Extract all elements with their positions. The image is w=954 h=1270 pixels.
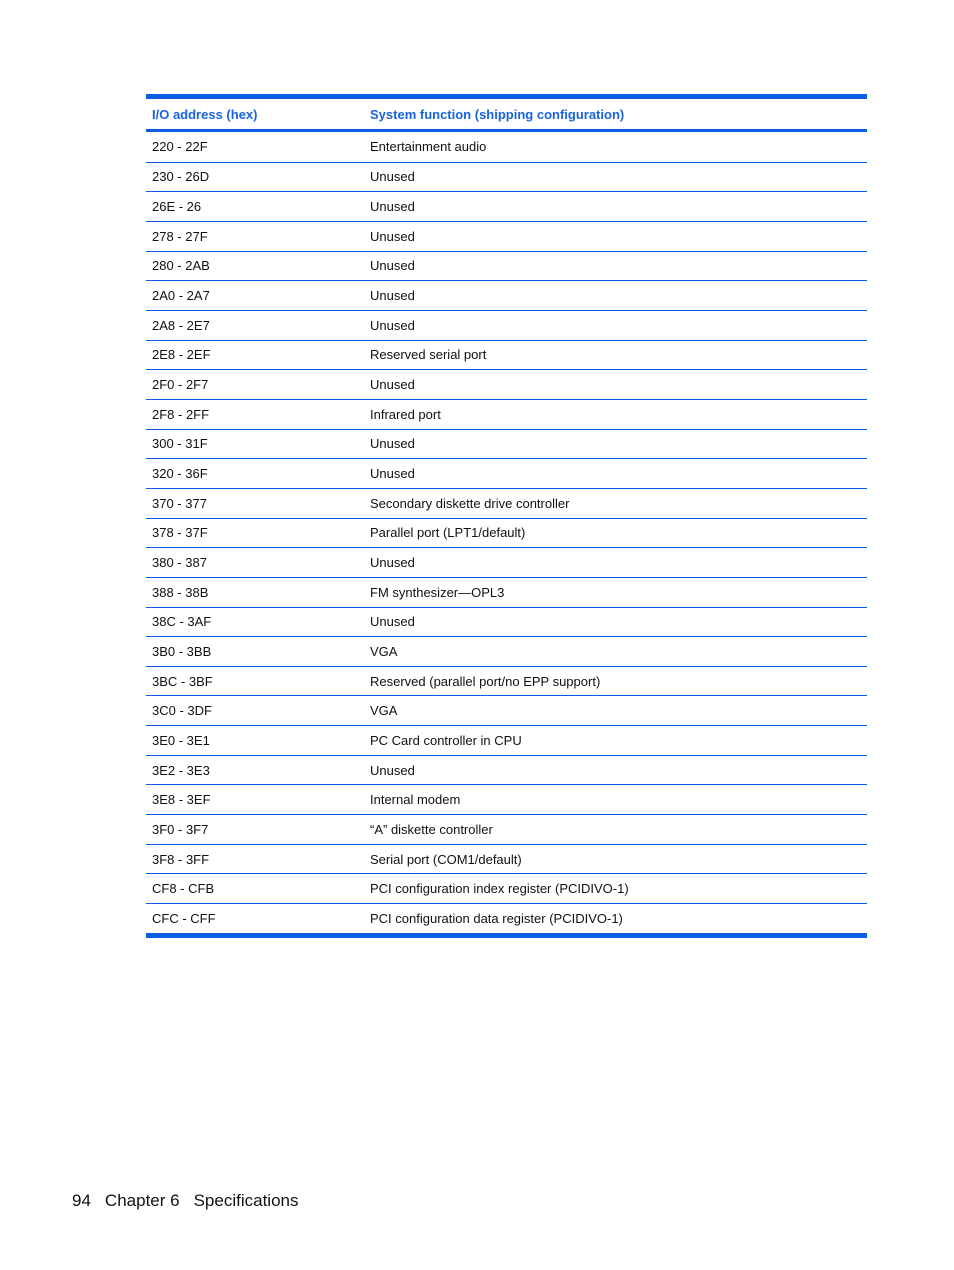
- cell-system-function: Unused: [370, 169, 415, 185]
- cell-system-function: Reserved serial port: [370, 347, 487, 363]
- table-row: [146, 666, 867, 696]
- cell-io-address: 38C - 3AF: [152, 614, 212, 630]
- table-row: [146, 132, 867, 162]
- cell-system-function: PCI configuration index register (PCIDIVO-1): [370, 881, 629, 897]
- table-row: [146, 903, 867, 933]
- table-row: [146, 755, 867, 785]
- table-row: [146, 636, 867, 666]
- table-row: [146, 873, 867, 903]
- cell-system-function: Unused: [370, 466, 415, 482]
- cell-io-address: 3F8 - 3FF: [152, 851, 210, 867]
- table-row: [146, 607, 867, 637]
- table-row: [146, 162, 867, 192]
- header-system-function: System function (shipping configuration): [370, 106, 625, 122]
- cell-io-address: 2A0 - 2A7: [152, 288, 210, 304]
- cell-system-function: Unused: [370, 199, 415, 215]
- cell-system-function: “A” diskette controller: [370, 821, 493, 837]
- cell-system-function: Unused: [370, 436, 415, 452]
- cell-io-address: 3E2 - 3E3: [152, 762, 210, 778]
- cell-system-function: PC Card controller in CPU: [370, 732, 522, 748]
- chapter-title: Specifications: [193, 1191, 299, 1210]
- chapter-label: Chapter 6: [104, 1191, 180, 1210]
- cell-io-address: 380 - 387: [152, 555, 207, 571]
- header-io-address: I/O address (hex): [152, 106, 258, 122]
- table-row: [146, 784, 867, 814]
- cell-io-address: 300 - 31F: [152, 436, 208, 452]
- cell-io-address: 3E0 - 3E1: [152, 732, 210, 748]
- table-row: [146, 280, 867, 310]
- cell-io-address: 3BC - 3BF: [152, 673, 213, 689]
- page-number: 94: [72, 1191, 91, 1210]
- table-header-row: [146, 99, 867, 132]
- table-row: [146, 340, 867, 370]
- table-row: [146, 251, 867, 281]
- cell-io-address: 230 - 26D: [152, 169, 210, 185]
- cell-io-address: 378 - 37F: [152, 525, 208, 541]
- cell-io-address: 3F0 - 3F7: [152, 821, 209, 837]
- table-row: [146, 429, 867, 459]
- cell-io-address: 388 - 38B: [152, 584, 209, 600]
- table-row: [146, 695, 867, 725]
- cell-system-function: Unused: [370, 317, 415, 333]
- table-row: [146, 458, 867, 488]
- table-row: [146, 191, 867, 221]
- cell-system-function: Unused: [370, 288, 415, 304]
- table-row: [146, 814, 867, 844]
- table-row: [146, 547, 867, 577]
- cell-io-address: 220 - 22F: [152, 139, 208, 155]
- cell-system-function: Unused: [370, 228, 415, 244]
- table-body: [146, 132, 867, 933]
- cell-system-function: Entertainment audio: [370, 139, 487, 155]
- cell-io-address: 3C0 - 3DF: [152, 703, 212, 719]
- cell-io-address: 2F8 - 2FF: [152, 406, 210, 422]
- table-row: [146, 844, 867, 874]
- cell-system-function: Secondary diskette drive controller: [370, 495, 570, 511]
- cell-io-address: CFC - CFF: [152, 910, 216, 926]
- cell-io-address: 26E - 26: [152, 199, 202, 215]
- cell-system-function: VGA: [370, 643, 398, 659]
- table-row: [146, 518, 867, 548]
- cell-system-function: Unused: [370, 555, 415, 571]
- table-row: [146, 488, 867, 518]
- cell-io-address: 280 - 2AB: [152, 258, 210, 274]
- table-row: [146, 577, 867, 607]
- page-footer: [72, 1191, 312, 1211]
- cell-io-address: 2E8 - 2EF: [152, 347, 211, 363]
- cell-system-function: FM synthesizer—OPL3: [370, 584, 505, 600]
- cell-system-function: Serial port (COM1/default): [370, 851, 522, 867]
- cell-io-address: 370 - 377: [152, 495, 207, 511]
- table-row: [146, 310, 867, 340]
- cell-system-function: VGA: [370, 703, 398, 719]
- cell-system-function: Infrared port: [370, 406, 441, 422]
- cell-system-function: Unused: [370, 614, 415, 630]
- cell-io-address: 320 - 36F: [152, 466, 208, 482]
- cell-system-function: Parallel port (LPT1/default): [370, 525, 526, 541]
- cell-io-address: 2A8 - 2E7: [152, 317, 210, 333]
- io-address-table: [146, 94, 867, 938]
- cell-io-address: 278 - 27F: [152, 228, 208, 244]
- cell-io-address: 2F0 - 2F7: [152, 377, 209, 393]
- cell-io-address: 3B0 - 3BB: [152, 643, 212, 659]
- cell-io-address: 3E8 - 3EF: [152, 792, 211, 808]
- cell-system-function: Internal modem: [370, 792, 461, 808]
- cell-system-function: Unused: [370, 258, 415, 274]
- cell-system-function: Reserved (parallel port/no EPP support): [370, 673, 601, 689]
- table-row: [146, 369, 867, 399]
- table-row: [146, 399, 867, 429]
- table-row: [146, 221, 867, 251]
- table-row: [146, 725, 867, 755]
- cell-system-function: PCI configuration data register (PCIDIVO-1): [370, 910, 623, 926]
- cell-system-function: Unused: [370, 762, 415, 778]
- cell-io-address: CF8 - CFB: [152, 881, 215, 897]
- cell-system-function: Unused: [370, 377, 415, 393]
